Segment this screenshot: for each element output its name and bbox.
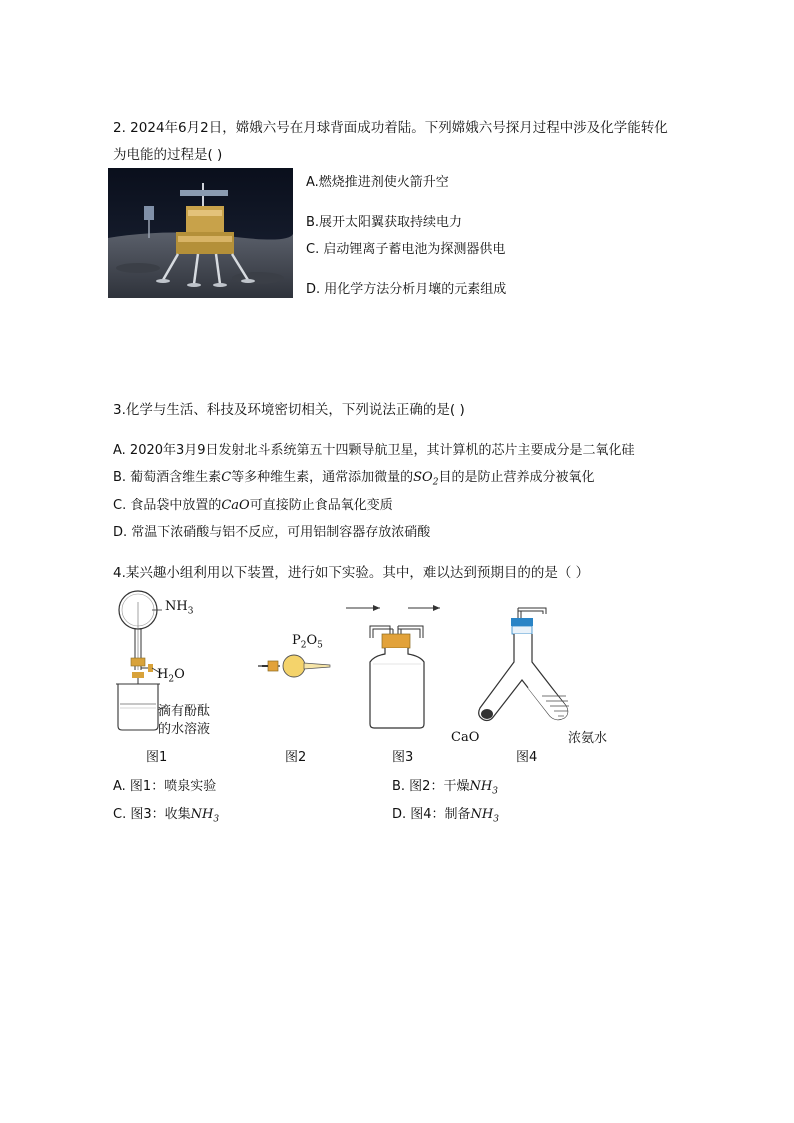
q3-stem: 3.化学与生活、科技及环境密切相关，下列说法正确的是( )	[113, 402, 465, 418]
q3-option-c-cao: CaO	[221, 498, 250, 513]
q3-option-b-text1: B. 葡萄酒含维生素	[113, 470, 222, 485]
fig1-gas-label: $NH_3$	[165, 599, 194, 617]
q4-stem: 4.某兴趣小组利用以下装置，进行如下实验。其中，难以达到预期目的的是（ ）	[113, 565, 590, 581]
q3-option-d: D. 常温下浓硝酸与铝不反应，可用铝制容器存放浓硝酸	[113, 525, 431, 540]
q3-option-b-text2: 等多种维生素，通常添加微量的	[231, 470, 414, 485]
fig2-caption: 图2	[285, 750, 307, 765]
figure-2-drying-tube	[252, 645, 342, 685]
q2-option-d: D. 用化学方法分析月壤的元素组成	[306, 282, 507, 297]
fig1-water-label: $H_2O$	[157, 667, 185, 685]
q4-option-c-nh3: $NH_3$	[190, 807, 220, 825]
fig4-solid-label: CaO	[451, 730, 480, 745]
fig1-caption: 图1	[146, 750, 168, 765]
q3-option-b-text3: 目的是防止营养成分被氧化	[438, 470, 595, 485]
q4-option-c: C. 图3：收集$NH_3$	[113, 807, 220, 825]
fig1-solution-line2: 的水溶液	[158, 722, 211, 737]
q2-option-a: A.燃烧推进剂使火箭升空	[306, 175, 449, 190]
q3-option-b-vitamin: C	[221, 470, 232, 485]
fig4-caption: 图4	[516, 750, 538, 765]
q2-stem-line1: 2. 2024年6月2日，嫦娥六号在月球背面成功着陆。下列嫦娥六号探月过程中涉及化学能转化	[113, 120, 668, 136]
fig1-solution-line1: 滴有酚酞	[158, 704, 211, 719]
q3-option-a: A. 2020年3月9日发射北斗系统第五十四颗导航卫星，其计算机的芯片主要成分是二氧化硅	[113, 443, 635, 458]
q4-option-a: A. 图1：喷泉实验	[113, 779, 217, 794]
q4-option-d: D. 图4：制备$NH_3$	[392, 807, 499, 825]
fig4-liquid-label: 浓氨水	[568, 731, 608, 746]
q3-option-b-so2: $SO_2$	[413, 470, 439, 488]
q4-option-d-nh3: $NH_3$	[470, 807, 499, 825]
q3-option-b	[113, 468, 594, 493]
figure-4-y-tube	[470, 600, 580, 730]
fig3-caption: 图3	[392, 750, 414, 765]
fig2-reagent-label: $P_2O_5$	[292, 633, 323, 651]
moon-lander-photo	[108, 168, 293, 298]
q2-option-c: C. 启动锂离子蓄电池为探测器供电	[306, 242, 506, 257]
q4-option-b-nh3: $NH_3$	[469, 779, 498, 797]
figure-3-gas-bottle	[340, 598, 450, 730]
q2-option-b: B.展开太阳翼获取持续电力	[306, 215, 463, 230]
q3-option-c: C. 食品袋中放置的CaO可直接防止食品氧化变质	[113, 498, 393, 513]
q2-stem-line2: 为电能的过程是( )	[113, 147, 223, 163]
q4-option-b: B. 图2：干燥$NH_3$	[392, 779, 498, 797]
